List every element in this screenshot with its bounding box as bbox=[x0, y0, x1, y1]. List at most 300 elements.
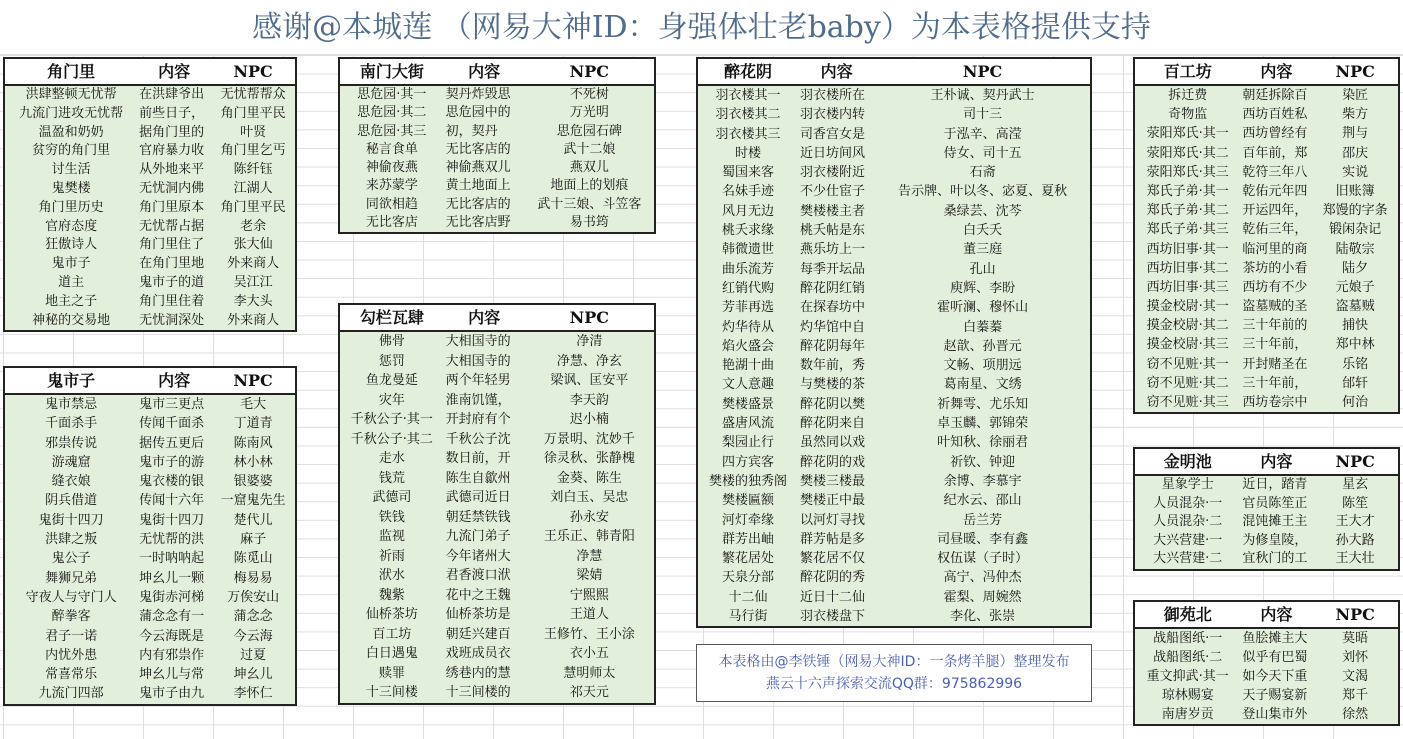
content-cell[interactable]: 陈生自歙州 bbox=[445, 470, 511, 486]
npc-cell[interactable]: 李大头 bbox=[233, 293, 273, 309]
npc-cell[interactable]: 迟小楠 bbox=[569, 412, 609, 427]
npc-cell[interactable]: 无忧帮帮众 bbox=[220, 87, 286, 102]
topic-cell[interactable]: 大兴营建·一 bbox=[1153, 532, 1223, 548]
topic-cell[interactable]: 洪肆整顿无忧帮 bbox=[25, 87, 117, 102]
column-header-npc[interactable]: NPC bbox=[569, 62, 610, 81]
topic-cell[interactable]: 洪肆之叛 bbox=[45, 532, 98, 548]
topic-cell[interactable]: 大兴营建·二 bbox=[1153, 551, 1223, 567]
npc-cell[interactable]: 林小林 bbox=[233, 454, 273, 470]
topic-cell[interactable]: 摸金校尉·其一 bbox=[1146, 299, 1229, 315]
npc-cell[interactable]: 石斋 bbox=[969, 165, 996, 181]
column-header-npc[interactable]: NPC bbox=[1335, 452, 1375, 471]
npc-cell[interactable]: 星玄 bbox=[1342, 477, 1369, 492]
content-cell[interactable]: 樊楼楼主者 bbox=[799, 203, 865, 219]
content-cell[interactable]: 与樊楼的茶 bbox=[799, 377, 865, 393]
content-cell[interactable]: 开封赌圣在 bbox=[1242, 356, 1308, 372]
content-cell[interactable]: 西坊卷宗中 bbox=[1242, 395, 1308, 410]
topic-cell[interactable]: 铁钱 bbox=[378, 509, 405, 525]
content-cell[interactable]: 开运四年， bbox=[1242, 203, 1308, 219]
npc-cell[interactable]: 外来商人 bbox=[227, 256, 280, 272]
content-cell[interactable]: 数日前，开 bbox=[445, 451, 511, 466]
topic-cell[interactable]: 郑氏子弟·其二 bbox=[1146, 203, 1229, 219]
content-cell[interactable]: 桃夭帖是东 bbox=[799, 223, 865, 239]
npc-cell[interactable]: 刘怀 bbox=[1342, 650, 1369, 665]
content-cell[interactable]: 角门里住了 bbox=[139, 237, 205, 253]
topic-cell[interactable]: 时楼 bbox=[734, 145, 761, 161]
content-cell[interactable]: 大相国寺的 bbox=[445, 353, 511, 369]
topic-cell[interactable]: 摸金校尉·其二 bbox=[1146, 318, 1229, 334]
topic-cell[interactable]: 拆迁费 bbox=[1168, 88, 1208, 103]
topic-cell[interactable]: 战船图纸·二 bbox=[1153, 650, 1223, 665]
topic-cell[interactable]: 思危园·其一 bbox=[357, 87, 427, 102]
content-cell[interactable]: 百年前，郑 bbox=[1242, 145, 1308, 161]
npc-cell[interactable]: 过夏 bbox=[240, 647, 267, 663]
npc-cell[interactable]: 丁道青 bbox=[233, 416, 273, 432]
topic-cell[interactable]: 西坊旧事·其二 bbox=[1146, 260, 1229, 276]
npc-cell[interactable]: 荆与 bbox=[1342, 126, 1369, 142]
npc-cell[interactable]: 一窟鬼先生 bbox=[220, 493, 286, 509]
topic-cell[interactable]: 西坊旧事·其三 bbox=[1146, 279, 1229, 295]
content-cell[interactable]: 官员陈笙正 bbox=[1242, 495, 1308, 511]
content-cell[interactable]: 无比客店的 bbox=[445, 141, 511, 157]
topic-cell[interactable]: 官府态度 bbox=[45, 218, 98, 234]
content-cell[interactable]: 三十年前的 bbox=[1242, 318, 1308, 334]
topic-cell[interactable]: 郑氏子弟·其三 bbox=[1146, 222, 1229, 238]
topic-cell[interactable]: 桃夭求缘 bbox=[721, 223, 774, 239]
content-cell[interactable]: 坤幺儿一颗 bbox=[139, 570, 205, 586]
topic-cell[interactable]: 阴兵借道 bbox=[45, 493, 98, 509]
content-cell[interactable]: 据传五更后 bbox=[139, 435, 205, 451]
npc-cell[interactable]: 锻闲杂记 bbox=[1329, 222, 1382, 238]
topic-cell[interactable]: 魏紫 bbox=[378, 587, 405, 603]
topic-cell[interactable]: 洑水 bbox=[378, 568, 405, 583]
npc-cell[interactable]: 染匠 bbox=[1342, 88, 1369, 103]
content-cell[interactable]: 鬼市子由九 bbox=[139, 686, 205, 702]
content-cell[interactable]: 开封府有个 bbox=[445, 412, 511, 427]
npc-cell[interactable]: 王乐正、韩青阳 bbox=[543, 529, 635, 544]
topic-cell[interactable]: 十二仙 bbox=[728, 589, 768, 605]
npc-cell[interactable]: 叶知秋、徐丽君 bbox=[937, 435, 1029, 451]
topic-cell[interactable]: 荥阳郑氏·其一 bbox=[1146, 126, 1229, 142]
content-cell[interactable]: 不少仕宦子 bbox=[799, 184, 865, 200]
content-cell[interactable]: 临河里的商 bbox=[1242, 241, 1308, 257]
npc-cell[interactable]: 李化、张崇 bbox=[950, 609, 1016, 625]
npc-cell[interactable]: 楚代儿 bbox=[233, 512, 273, 528]
npc-cell[interactable]: 祈钦、钟迎 bbox=[950, 454, 1016, 470]
npc-cell[interactable]: 武十二娘 bbox=[563, 141, 616, 157]
topic-cell[interactable]: 焰火盛会 bbox=[721, 338, 774, 354]
content-cell[interactable]: 茶坊的小看 bbox=[1242, 260, 1308, 276]
npc-cell[interactable]: 祁天元 bbox=[569, 685, 609, 700]
npc-cell[interactable]: 万景明、沈妙千 bbox=[543, 431, 635, 447]
content-cell[interactable]: 数年前，秀 bbox=[799, 358, 865, 374]
npc-cell[interactable]: 陈南风 bbox=[233, 435, 273, 451]
topic-cell[interactable]: 重文抑武·其一 bbox=[1146, 669, 1229, 684]
topic-cell[interactable]: 人员混杂·二 bbox=[1153, 514, 1223, 530]
column-header-npc[interactable]: NPC bbox=[1335, 605, 1375, 624]
topic-cell[interactable]: 鬼街十四刀 bbox=[38, 512, 104, 528]
topic-cell[interactable]: 舞狮兄弟 bbox=[45, 570, 98, 586]
topic-cell[interactable]: 樊楼的独秀阁 bbox=[708, 473, 787, 489]
content-cell[interactable]: 角门里住着 bbox=[139, 293, 205, 309]
topic-cell[interactable]: 蜀国来客 bbox=[721, 165, 774, 181]
content-cell[interactable]: 乾佑元年四 bbox=[1242, 183, 1308, 199]
content-cell[interactable]: 无忧帮的洪 bbox=[139, 532, 205, 548]
npc-cell[interactable]: 蒲念念 bbox=[233, 609, 273, 625]
npc-cell[interactable]: 实说 bbox=[1342, 164, 1369, 180]
content-cell[interactable]: 在角门里地 bbox=[139, 256, 205, 272]
npc-cell[interactable]: 净清 bbox=[576, 334, 603, 349]
topic-cell[interactable]: 奇物监 bbox=[1168, 107, 1208, 123]
npc-cell[interactable]: 邵庆 bbox=[1342, 145, 1369, 161]
topic-cell[interactable]: 羽衣楼其一 bbox=[715, 88, 781, 103]
npc-cell[interactable]: 赵歆、孙晋元 bbox=[943, 338, 1022, 354]
content-cell[interactable]: 黄土地面上 bbox=[445, 178, 511, 194]
content-cell[interactable]: 似乎有巴蜀 bbox=[1242, 650, 1308, 665]
topic-cell[interactable]: 贫穷的角门里 bbox=[32, 143, 111, 159]
topic-cell[interactable]: 九流门四部 bbox=[38, 686, 104, 702]
topic-cell[interactable]: 曲乐流芳 bbox=[721, 261, 774, 277]
table-title-header[interactable]: 勾栏瓦肆 bbox=[359, 308, 424, 327]
npc-cell[interactable]: 吴江江 bbox=[233, 274, 273, 290]
column-header-npc[interactable]: NPC bbox=[1335, 62, 1375, 81]
content-cell[interactable]: 醉花阴以樊 bbox=[799, 396, 865, 412]
topic-cell[interactable]: 温盈和奶奶 bbox=[38, 124, 104, 140]
npc-cell[interactable]: 孔山 bbox=[969, 261, 996, 277]
content-cell[interactable]: 为修皇陵， bbox=[1242, 532, 1308, 548]
npc-cell[interactable]: 李天韵 bbox=[569, 392, 609, 408]
content-cell[interactable]: 无忧洞深处 bbox=[139, 312, 205, 328]
topic-cell[interactable]: 南唐岁贡 bbox=[1161, 707, 1214, 722]
content-cell[interactable]: 乾符三年八 bbox=[1242, 164, 1308, 180]
content-cell[interactable]: 三十年前， bbox=[1242, 375, 1308, 391]
npc-cell[interactable]: 角门里平民 bbox=[220, 105, 286, 121]
content-cell[interactable]: 鬼街十四刀 bbox=[139, 512, 205, 528]
content-cell[interactable]: 无比客店野 bbox=[445, 215, 511, 231]
content-cell[interactable]: 初，契丹 bbox=[445, 123, 498, 139]
content-cell[interactable]: 无比客店的 bbox=[445, 196, 511, 212]
topic-cell[interactable]: 讨生活 bbox=[51, 162, 91, 178]
content-cell[interactable]: 三十年前， bbox=[1242, 337, 1308, 353]
topic-cell[interactable]: 星象学士 bbox=[1161, 477, 1214, 492]
table-title-header[interactable]: 鬼市子 bbox=[47, 371, 96, 390]
npc-cell[interactable]: 纪水云、邵山 bbox=[943, 493, 1022, 509]
topic-cell[interactable]: 名妹手迹 bbox=[721, 184, 774, 200]
topic-cell[interactable]: 艳湖十曲 bbox=[721, 358, 774, 374]
topic-cell[interactable]: 同欲相趋 bbox=[365, 196, 418, 212]
topic-cell[interactable]: 河灯牵缘 bbox=[721, 512, 774, 528]
content-cell[interactable]: 混饨摊王主 bbox=[1242, 514, 1308, 530]
content-cell[interactable]: 神偷燕双儿 bbox=[445, 160, 511, 176]
content-cell[interactable]: 今云海既是 bbox=[139, 628, 205, 644]
content-cell[interactable]: 虽然同以戏 bbox=[799, 435, 865, 451]
content-cell[interactable]: 淮南饥馑， bbox=[445, 392, 511, 408]
npc-cell[interactable]: 不死树 bbox=[569, 87, 609, 102]
table-title-header[interactable]: 醉花阴 bbox=[723, 62, 772, 81]
npc-cell[interactable]: 霍听澜、穆怀山 bbox=[937, 300, 1029, 316]
topic-cell[interactable]: 武德司 bbox=[372, 490, 412, 505]
column-header-npc[interactable]: NPC bbox=[962, 62, 1003, 81]
content-cell[interactable]: 蒲念念有一 bbox=[139, 609, 205, 625]
topic-cell[interactable]: 走水 bbox=[378, 451, 405, 466]
content-cell[interactable]: 契丹炸毁思 bbox=[445, 87, 511, 102]
npc-cell[interactable]: 麻子 bbox=[240, 532, 267, 548]
topic-cell[interactable]: 灾年 bbox=[378, 392, 405, 408]
npc-cell[interactable]: 张大仙 bbox=[233, 237, 273, 253]
column-header-content[interactable]: 内容 bbox=[1260, 62, 1293, 81]
content-cell[interactable]: 无忧帮占据 bbox=[139, 218, 205, 234]
topic-cell[interactable]: 梨园止行 bbox=[721, 435, 774, 451]
topic-cell[interactable]: 十三间楼 bbox=[365, 685, 418, 700]
topic-cell[interactable]: 窃不见赃·其二 bbox=[1146, 375, 1229, 391]
content-cell[interactable]: 西坊有不少 bbox=[1242, 279, 1308, 295]
content-cell[interactable]: 角门里原本 bbox=[139, 199, 205, 215]
npc-cell[interactable]: 孙永安 bbox=[569, 509, 609, 525]
npc-cell[interactable]: 乐铭 bbox=[1342, 356, 1369, 372]
topic-cell[interactable]: 思危园·其三 bbox=[357, 123, 427, 139]
topic-cell[interactable]: 君子一诺 bbox=[45, 628, 98, 644]
content-cell[interactable]: 繁花居不仅 bbox=[799, 551, 865, 567]
topic-cell[interactable]: 道主 bbox=[58, 274, 85, 290]
content-cell[interactable]: 登山集市外 bbox=[1242, 707, 1308, 722]
content-cell[interactable]: 羽衣楼盘下 bbox=[799, 609, 865, 625]
content-cell[interactable]: 宜秋门的工 bbox=[1242, 551, 1308, 567]
column-header-content[interactable]: 内容 bbox=[1260, 605, 1293, 624]
content-cell[interactable]: 今年诸州大 bbox=[445, 548, 511, 564]
npc-cell[interactable]: 陈纤钰 bbox=[233, 162, 273, 178]
topic-cell[interactable]: 樊楼盛景 bbox=[721, 396, 774, 412]
npc-cell[interactable]: 司昼暖、李有鑫 bbox=[937, 531, 1029, 547]
content-cell[interactable]: 羽衣楼所在 bbox=[799, 88, 865, 103]
npc-cell[interactable]: 盗墓贼 bbox=[1335, 299, 1375, 315]
npc-cell[interactable]: 李怀仁 bbox=[233, 686, 273, 702]
content-cell[interactable]: 从外地来平 bbox=[139, 162, 205, 178]
content-cell[interactable]: 一时呐呐起 bbox=[139, 551, 205, 567]
topic-cell[interactable]: 荥阳郑氏·其三 bbox=[1146, 164, 1229, 180]
npc-cell[interactable]: 文畅、项朋远 bbox=[943, 358, 1022, 374]
topic-cell[interactable]: 千面杀手 bbox=[45, 416, 98, 432]
npc-cell[interactable]: 余博、李慕宇 bbox=[943, 473, 1022, 489]
npc-cell[interactable]: 高宁、冯仲杰 bbox=[943, 570, 1022, 586]
npc-cell[interactable]: 旧账簿 bbox=[1335, 183, 1375, 199]
topic-cell[interactable]: 内忧外患 bbox=[45, 647, 98, 663]
content-cell[interactable]: 在探春坊中 bbox=[799, 300, 865, 316]
npc-cell[interactable]: 文渴 bbox=[1342, 669, 1369, 684]
content-cell[interactable]: 君香渡口洑 bbox=[445, 568, 511, 583]
content-cell[interactable]: 醉花阴的秀 bbox=[799, 570, 865, 586]
npc-cell[interactable]: 庾辉、李盼 bbox=[950, 280, 1016, 296]
content-cell[interactable]: 绣巷内的慧 bbox=[445, 665, 511, 681]
npc-cell[interactable]: 莫晤 bbox=[1342, 631, 1369, 646]
column-header-content[interactable]: 内容 bbox=[468, 308, 501, 327]
npc-cell[interactable]: 告示牌、叶以冬、宓夏、夏秋 bbox=[898, 184, 1068, 200]
column-header-content[interactable]: 内容 bbox=[1260, 452, 1293, 471]
topic-cell[interactable]: 人员混杂·一 bbox=[1153, 495, 1223, 511]
topic-cell[interactable]: 摸金校尉·其三 bbox=[1146, 337, 1229, 353]
content-cell[interactable]: 思危园中的 bbox=[445, 105, 511, 121]
topic-cell[interactable]: 马行街 bbox=[728, 609, 768, 625]
content-cell[interactable]: 鬼衣楼的银 bbox=[139, 474, 205, 490]
content-cell[interactable]: 据角门里的 bbox=[139, 124, 205, 140]
content-cell[interactable]: 前些日子， bbox=[139, 105, 205, 121]
content-cell[interactable]: 天子赐宴新 bbox=[1242, 688, 1308, 703]
npc-cell[interactable]: 燕双儿 bbox=[569, 160, 609, 176]
topic-cell[interactable]: 缝衣娘 bbox=[51, 474, 91, 490]
npc-cell[interactable]: 陆敬宗 bbox=[1335, 241, 1375, 257]
content-cell[interactable]: 以河灯寻找 bbox=[799, 512, 865, 528]
content-cell[interactable]: 醉花阴来自 bbox=[799, 416, 865, 432]
content-cell[interactable]: 鬼市子的道 bbox=[139, 274, 205, 290]
topic-cell[interactable]: 盛唐风流 bbox=[721, 416, 774, 432]
content-cell[interactable]: 两个年轻男 bbox=[445, 373, 511, 388]
content-cell[interactable]: 传闻千面杀 bbox=[139, 416, 205, 432]
topic-cell[interactable]: 鬼樊楼 bbox=[51, 180, 91, 196]
npc-cell[interactable]: 董三庭 bbox=[963, 242, 1003, 258]
npc-cell[interactable]: 外来商人 bbox=[227, 312, 280, 328]
topic-cell[interactable]: 百工坊 bbox=[372, 626, 412, 642]
content-cell[interactable]: 坤幺儿与常 bbox=[139, 667, 205, 683]
topic-cell[interactable]: 仙桥茶坊 bbox=[365, 607, 418, 622]
content-cell[interactable]: 羽衣楼附近 bbox=[799, 165, 865, 181]
npc-cell[interactable]: 净慧 bbox=[576, 548, 603, 564]
npc-cell[interactable]: 白夭夭 bbox=[963, 223, 1003, 239]
topic-cell[interactable]: 西坊旧事·其一 bbox=[1146, 241, 1229, 257]
topic-cell[interactable]: 神偷夜燕 bbox=[365, 160, 418, 176]
npc-cell[interactable]: 邰轩 bbox=[1342, 375, 1369, 391]
content-cell[interactable]: 近日坊间风 bbox=[799, 145, 865, 161]
topic-cell[interactable]: 荥阳郑氏·其二 bbox=[1146, 145, 1229, 161]
npc-cell[interactable]: 于泓辛、高滢 bbox=[943, 126, 1022, 142]
npc-cell[interactable]: 宁熙熙 bbox=[569, 587, 609, 603]
content-cell[interactable]: 每季开坛品 bbox=[799, 261, 865, 277]
npc-cell[interactable]: 何治 bbox=[1342, 395, 1369, 410]
topic-cell[interactable]: 战船图纸·一 bbox=[1153, 631, 1223, 646]
column-header-npc[interactable]: NPC bbox=[569, 308, 610, 327]
content-cell[interactable]: 羽衣楼内转 bbox=[799, 107, 865, 123]
npc-cell[interactable]: 角门里平民 bbox=[220, 199, 286, 215]
topic-cell[interactable]: 九流门进攻无忧帮 bbox=[19, 105, 124, 121]
npc-cell[interactable]: 柴方 bbox=[1342, 107, 1369, 123]
topic-cell[interactable]: 鬼公子 bbox=[51, 551, 91, 567]
topic-cell[interactable]: 鬼市禁忌 bbox=[45, 397, 98, 412]
topic-cell[interactable]: 千秋公子·其一 bbox=[350, 412, 433, 427]
content-cell[interactable]: 鬼市子的游 bbox=[139, 454, 205, 470]
npc-cell[interactable]: 王朴诚、契丹武士 bbox=[930, 88, 1035, 103]
content-cell[interactable]: 醉花阴红销 bbox=[799, 280, 865, 296]
topic-cell[interactable]: 芳菲再选 bbox=[721, 300, 774, 316]
topic-cell[interactable]: 羽衣楼其二 bbox=[715, 107, 781, 123]
column-header-content[interactable]: 内容 bbox=[820, 62, 853, 81]
npc-cell[interactable]: 刘白玉、吴忠 bbox=[550, 490, 629, 505]
topic-cell[interactable]: 游魂窟 bbox=[51, 454, 91, 470]
npc-cell[interactable]: 王大才 bbox=[1335, 514, 1375, 530]
npc-cell[interactable]: 净慧、净玄 bbox=[556, 353, 622, 369]
npc-cell[interactable]: 武十三娘、斗笠客 bbox=[537, 196, 642, 212]
npc-cell[interactable]: 葛南星、文绣 bbox=[943, 377, 1022, 393]
npc-cell[interactable]: 金葵、陈生 bbox=[556, 470, 622, 486]
topic-cell[interactable]: 赎罪 bbox=[378, 665, 405, 681]
topic-cell[interactable]: 灼华待从 bbox=[721, 319, 774, 335]
content-cell[interactable]: 在洪肆爷出 bbox=[139, 87, 205, 102]
topic-cell[interactable]: 角门里历史 bbox=[38, 199, 104, 215]
content-cell[interactable]: 乾佑三年， bbox=[1242, 222, 1308, 238]
npc-cell[interactable]: 坤幺儿 bbox=[233, 667, 273, 683]
npc-cell[interactable]: 捕快 bbox=[1342, 318, 1369, 334]
content-cell[interactable]: 如今天下重 bbox=[1242, 669, 1308, 684]
content-cell[interactable]: 近日，踏青 bbox=[1242, 477, 1308, 492]
npc-cell[interactable]: 权伍谋（子时） bbox=[937, 551, 1029, 567]
topic-cell[interactable]: 群芳出岫 bbox=[721, 531, 774, 547]
npc-cell[interactable]: 王道人 bbox=[569, 607, 609, 622]
npc-cell[interactable]: 元娘子 bbox=[1335, 279, 1375, 295]
topic-cell[interactable]: 思危园·其二 bbox=[357, 105, 427, 121]
npc-cell[interactable]: 徐然 bbox=[1342, 707, 1369, 722]
topic-cell[interactable]: 常喜常乐 bbox=[45, 667, 98, 683]
content-cell[interactable]: 司香宫女是 bbox=[799, 126, 865, 142]
content-cell[interactable]: 西坊百姓私 bbox=[1242, 107, 1308, 123]
npc-cell[interactable]: 叶贤 bbox=[240, 124, 267, 140]
content-cell[interactable]: 千秋公子沈 bbox=[445, 431, 511, 447]
topic-cell[interactable]: 鬼市子 bbox=[51, 256, 91, 272]
content-cell[interactable]: 群芳帖是多 bbox=[799, 531, 865, 547]
topic-cell[interactable]: 佛骨 bbox=[378, 334, 405, 349]
topic-cell[interactable]: 神秘的交易地 bbox=[32, 312, 111, 328]
topic-cell[interactable]: 钱荒 bbox=[378, 470, 405, 486]
topic-cell[interactable]: 惩罚 bbox=[378, 353, 405, 369]
content-cell[interactable]: 朝廷拆除百 bbox=[1242, 88, 1308, 103]
topic-cell[interactable]: 监视 bbox=[378, 529, 405, 544]
content-cell[interactable]: 花中之王魏 bbox=[445, 587, 511, 603]
npc-cell[interactable]: 郑中林 bbox=[1335, 337, 1375, 353]
topic-cell[interactable]: 窃不见赃·其三 bbox=[1146, 395, 1229, 410]
npc-cell[interactable]: 毛大 bbox=[240, 397, 267, 412]
npc-cell[interactable]: 徐灵秋、张静槐 bbox=[543, 451, 635, 466]
content-cell[interactable]: 官府暴力收 bbox=[139, 143, 205, 159]
npc-cell[interactable]: 王大壮 bbox=[1335, 551, 1375, 567]
content-cell[interactable]: 西坊曾经有 bbox=[1242, 126, 1308, 142]
topic-cell[interactable]: 天泉分部 bbox=[721, 570, 774, 586]
topic-cell[interactable]: 文人意趣 bbox=[721, 377, 774, 393]
content-cell[interactable]: 樊楼正中最 bbox=[799, 493, 865, 509]
topic-cell[interactable]: 无比客店 bbox=[365, 215, 418, 231]
content-cell[interactable]: 仙桥茶坊是 bbox=[445, 607, 511, 622]
topic-cell[interactable]: 地主之子 bbox=[45, 293, 98, 309]
column-header-npc[interactable]: NPC bbox=[233, 62, 273, 81]
npc-cell[interactable]: 老余 bbox=[240, 218, 267, 234]
npc-cell[interactable]: 衣小五 bbox=[569, 646, 609, 661]
npc-cell[interactable]: 银婆婆 bbox=[233, 474, 273, 490]
npc-cell[interactable]: 思危园石碑 bbox=[556, 123, 622, 139]
npc-cell[interactable]: 白蓁蓁 bbox=[963, 319, 1003, 335]
topic-cell[interactable]: 白日遇鬼 bbox=[365, 646, 418, 661]
npc-cell[interactable]: 岳兰芳 bbox=[963, 512, 1003, 528]
npc-cell[interactable]: 陈觅山 bbox=[233, 551, 273, 567]
topic-cell[interactable]: 祈雨 bbox=[378, 548, 405, 564]
content-cell[interactable]: 九流门弟子 bbox=[445, 529, 511, 544]
topic-cell[interactable]: 樊楼匾额 bbox=[721, 493, 774, 509]
topic-cell[interactable]: 红销代购 bbox=[721, 280, 774, 296]
topic-cell[interactable]: 守夜人与守门人 bbox=[25, 589, 117, 605]
npc-cell[interactable]: 梁讽、匡安平 bbox=[550, 373, 629, 388]
npc-cell[interactable]: 陈笙 bbox=[1342, 495, 1369, 511]
npc-cell[interactable]: 祈舞雩、尤乐知 bbox=[937, 396, 1029, 412]
content-cell[interactable]: 鬼街赤河梯 bbox=[139, 589, 205, 605]
content-cell[interactable]: 盗墓贼的圣 bbox=[1242, 299, 1308, 315]
npc-cell[interactable]: 郑馒的字条 bbox=[1322, 203, 1388, 219]
column-header-content[interactable]: 内容 bbox=[468, 62, 501, 81]
topic-cell[interactable]: 千秋公子·其二 bbox=[350, 431, 433, 447]
content-cell[interactable]: 樊楼三楼最 bbox=[799, 473, 865, 489]
